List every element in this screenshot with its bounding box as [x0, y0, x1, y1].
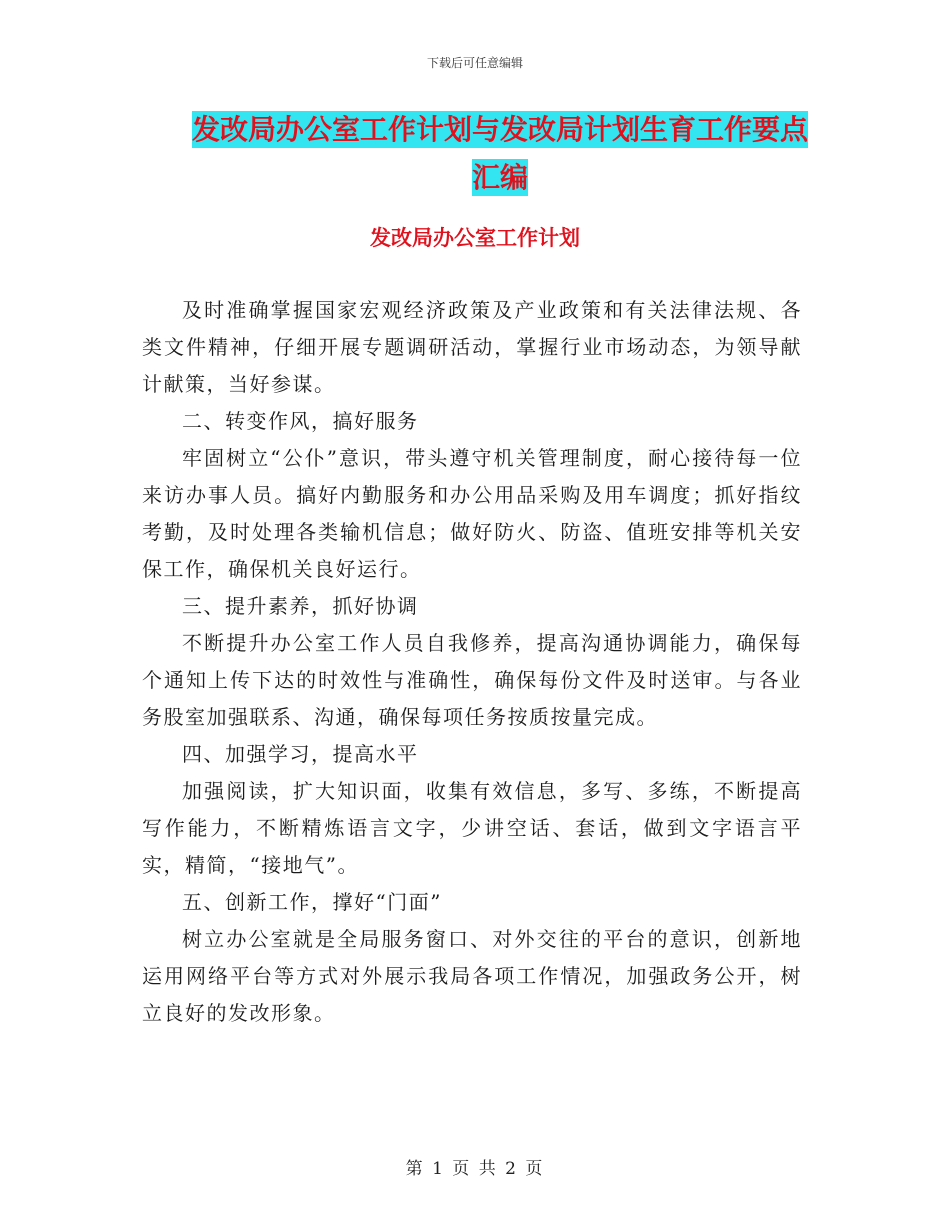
- section-title: 发改局办公室工作计划: [370, 226, 580, 250]
- subheading: 四、加强学习，提高水平: [182, 742, 419, 766]
- main-title-text: 发改局办公室工作计划与发改局计划生育工作要点汇编: [191, 113, 808, 194]
- main-title: [180, 106, 820, 202]
- header-note: 下载后可任意编辑: [426, 56, 523, 70]
- page-footer: 第 1 页 共 2 页: [405, 1159, 545, 1179]
- paragraph: 加强阅读，扩大知识面，收集有效信息，多写、多练，不断提高写作能力，不断精炼语言文字，少讲空话、套话，做到文字语言平实，精简，“接地气”。: [142, 779, 802, 877]
- paragraph: 不断提升办公室工作人员自我修养，提高沟通协调能力，确保每个通知上传下达的时效性与准确性，确保每份文件及时送审。与各业务股室加强联系、沟通，确保每项任务按质按量完成。: [142, 631, 802, 729]
- paragraph: 牢固树立“公仆”意识，带头遵守机关管理制度，耐心接待每一位来访办事人员。搞好内勤服务和办公用品采购及用车调度；抓好指纹考勤，及时处理各类输机信息；做好防火、防盗、值班安排等机关安保工作，确保机关良好运行。: [142, 446, 802, 581]
- subheading: 三、提升素养，抓好协调: [182, 594, 419, 618]
- subheading: 二、转变作风，搞好服务: [182, 409, 419, 433]
- paragraph: 及时准确掌握国家宏观经济政策及产业政策和有关法律法规、各类文件精神，仔细开展专题调研活动，掌握行业市场动态，为领导献计献策，当好参谋。: [142, 298, 802, 396]
- body-text: [142, 292, 802, 1032]
- paragraph: 树立办公室就是全局服务窗口、对外交往的平台的意识，创新地运用网络平台等方式对外展示我局各项工作情况，加强政务公开，树立良好的发改形象。: [142, 927, 802, 1025]
- subheading: 五、创新工作，撑好“门面”: [182, 890, 442, 914]
